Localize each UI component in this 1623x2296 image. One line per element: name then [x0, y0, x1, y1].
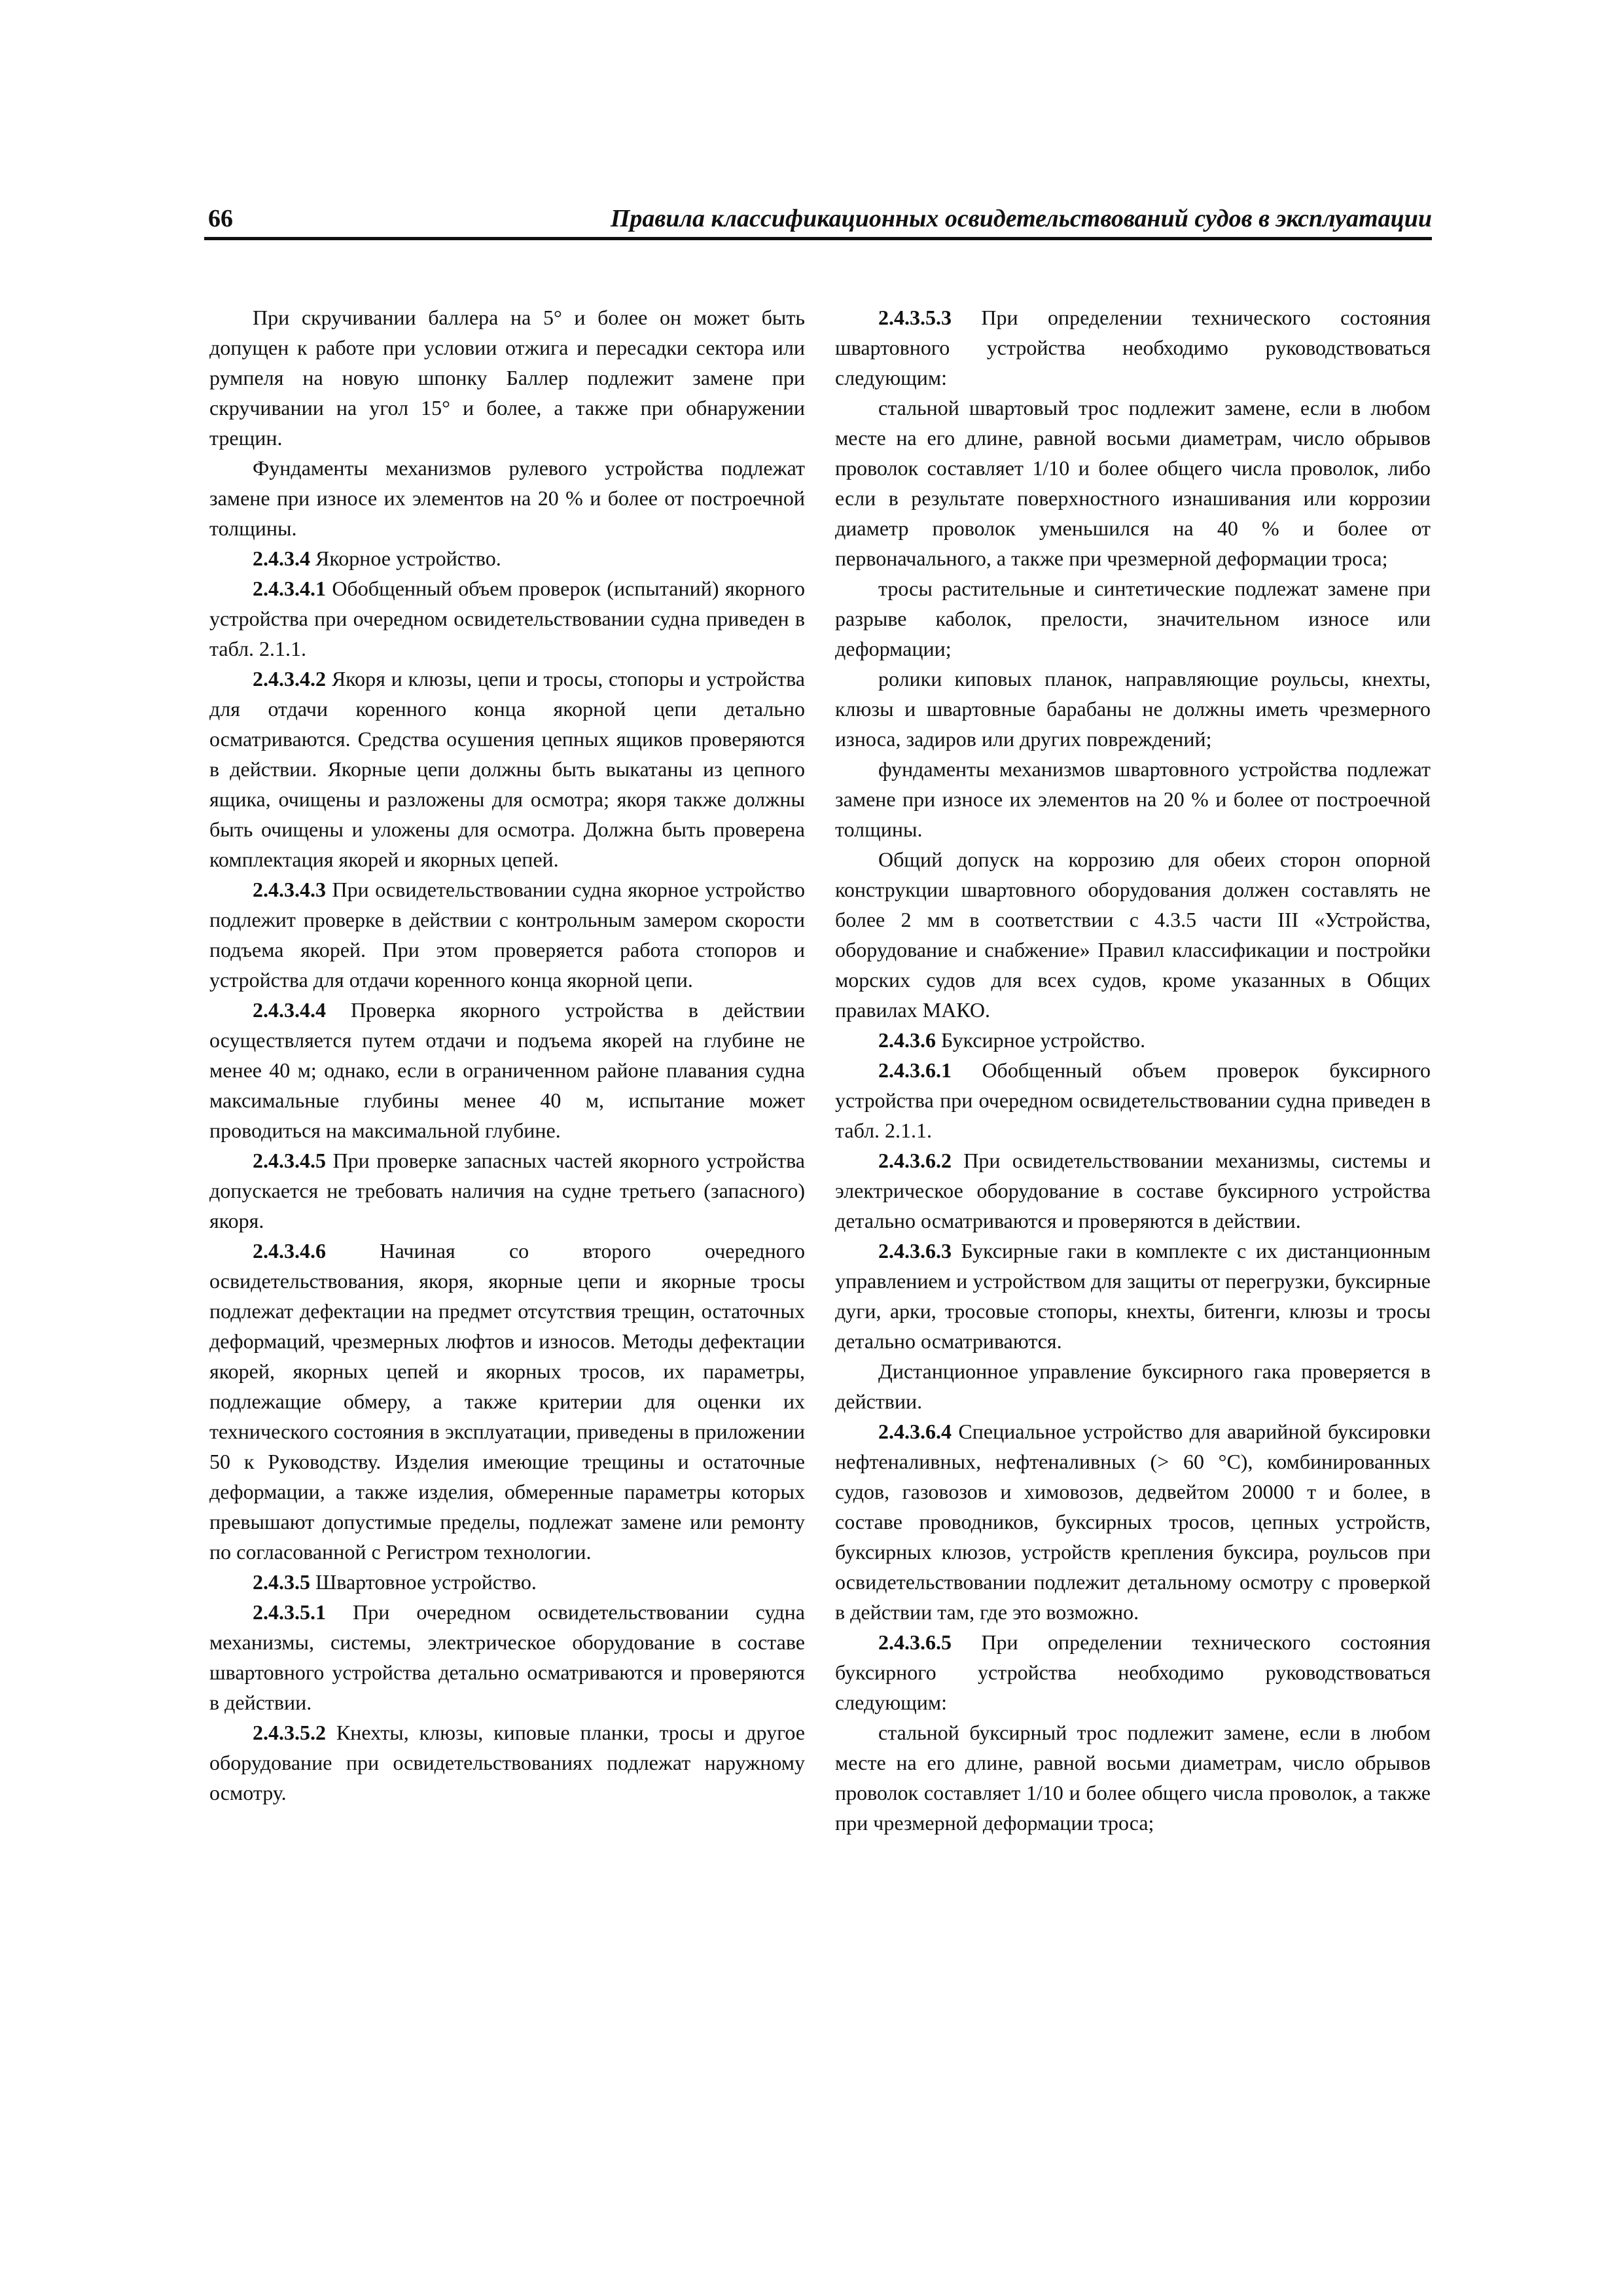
section-number: 2.4.3.4.1 [253, 577, 326, 600]
paragraph [209, 1236, 805, 1567]
section-number: 2.4.3.4 [253, 547, 310, 570]
paragraph [209, 543, 805, 573]
paragraph-text: Буксирные гаки в комплекте с их дистанционным управлением и устройством для защиты от перегрузки, буксирные дуги, арки, тросовые стопоры, кнехты, битенги, клюзы и тросы детально осматриваются. [835, 1239, 1431, 1353]
paragraph-text: ролики киповых планок, направляющие роульсы, кнехты, клюзы и швартовные барабаны не должны иметь чрезмерного износа, задиров или других повреждений; [835, 667, 1431, 751]
paragraph-text: стальной буксирный трос подлежит замене, если в любом месте на его длине, равной восьми диаметрам, число обрывов проволок составляет 1/10 и более общего числа проволок, а также при чрезмерной деформации троса; [835, 1721, 1431, 1835]
page-header [204, 196, 1432, 240]
paragraph-text: Кнехты, клюзы, киповые планки, тросы и другое оборудование при освидетельствованиях подлежат наружному осмотру. [209, 1721, 805, 1804]
running-title: Правила классификационных освидетельствований судов в эксплуатации [610, 205, 1432, 232]
paragraph-text: Начиная со второго очередного освидетельствования, якоря, якорные цепи и якорные тросы подлежат дефектации на предмет отсутствия трещин, остаточных деформаций, чрезмерных люфтов и износов. Методы дефектации якорей, якорных цепей и якорных тросов, их параметры, подлежащие обмеру, а также критерии для оценки их технического состояния в эксплуатации, приведены в приложении 50 к Руководству. Изделия имеющие трещины и остаточные деформации, а также изделия, обмеренные параметры которых превышают допустимые пределы, подлежат замене или ремонту по согласованной с Регистром технологии. [209, 1239, 805, 1564]
paragraph-text: Обобщенный объем проверок буксирного устройства при очередном освидетельствовании судна приведен в табл. 2.1.1. [835, 1058, 1431, 1142]
paragraph-text: Дистанционное управление буксирного гака проверяется в действии. [835, 1359, 1431, 1413]
section-number: 2.4.3.6.4 [878, 1420, 952, 1443]
paragraph-text: При скручивании баллера на 5° и более он может быть допущен к работе при условии отжига и пересадки сектора или румпеля на новую шпонку Баллер подлежит замене при скручивании на угол 15° и более, а также при обнаружении трещин. [209, 306, 805, 450]
paragraph-text: Якоря и клюзы, цепи и тросы, стопоры и устройства для отдачи коренного конца якорной цепи детально осматриваются. Средства осушения цепных ящиков проверяются в действии. Якорные цепи должны быть выкатаны из цепного ящика, очищены и разложены для осмотра; якоря также должны быть очищены и уложены для осмотра. Должна быть проверена комплектация якорей и якорных цепей. [209, 667, 805, 871]
section-number: 2.4.3.6.2 [878, 1149, 952, 1172]
paragraph [209, 874, 805, 995]
paragraph-text: Буксирное устройство. [941, 1028, 1146, 1052]
paragraph [209, 573, 805, 664]
paragraph-text: При определении технического состояния буксирного устройства необходимо руководствоваться следующим: [835, 1630, 1431, 1714]
paragraph [209, 1717, 805, 1808]
paragraph-text: При определении технического состояния швартовного устройства необходимо руководствоваться следующим: [835, 306, 1431, 389]
paragraph [835, 1236, 1431, 1356]
paragraph-text: Швартовное устройство. [315, 1570, 537, 1594]
section-number: 2.4.3.5.3 [878, 306, 952, 329]
section-number: 2.4.3.6.3 [878, 1239, 952, 1263]
left-column [209, 302, 805, 1808]
paragraph [835, 664, 1431, 754]
paragraph-text: Якорное устройство. [315, 547, 501, 570]
section-number: 2.4.3.6 [878, 1028, 936, 1052]
paragraph [209, 1145, 805, 1236]
paragraph [835, 754, 1431, 844]
paragraph [209, 453, 805, 543]
paragraph-text: При освидетельствовании судна якорное устройство подлежит проверке в действии с контрольным замером скорости подъема якорей. При этом проверяется работа стопоров и устройства для отдачи коренного конца якорной цепи. [209, 878, 806, 992]
paragraph-text: Обобщенный объем проверок (испытаний) якорного устройства при очередном освидетельствовании судна приведен в табл. 2.1.1. [209, 577, 806, 660]
paragraph-text: При очередном освидетельствовании судна механизмы, системы, электрическое оборудование в составе швартовного устройства детально осматриваются и проверяются в действии. [209, 1600, 806, 1714]
section-number: 2.4.3.5.1 [253, 1600, 326, 1624]
paragraph [835, 573, 1431, 664]
section-number: 2.4.3.4.3 [253, 878, 326, 901]
paragraph-text: При проверке запасных частей якорного устройства допускается не требовать наличия на судне третьего (запасного) якоря. [209, 1149, 806, 1232]
page-number: 66 [208, 205, 233, 232]
section-number: 2.4.3.4.4 [253, 998, 326, 1022]
paragraph-text: Проверка якорного устройства в действии осуществляется путем отдачи и подъема якорей на глубине не менее 40 м; однако, если в ограниченном районе плавания судна максимальные глубины менее 40 м, испытание может проводиться на максимальной глубине. [209, 998, 806, 1142]
paragraph-text: Специальное устройство для аварийной буксировки нефтеналивных, нефтеналивных (> 60 °С), комбинированных судов, газовозов и химовозов, дедвейтом 20000 т и более, в составе проводников, буксирных тросов, цепных устройств, буксирных клюзов, устройств крепления буксира, роульсов при освидетельствовании подлежит детальному осмотру с проверкой в действии там, где это возможно. [835, 1420, 1431, 1624]
section-number: 2.4.3.5 [253, 1570, 310, 1594]
paragraph [835, 1627, 1431, 1717]
section-number: 2.4.3.4.2 [253, 667, 326, 691]
section-number: 2.4.3.5.2 [253, 1721, 326, 1744]
paragraph-text: Фундаменты механизмов рулевого устройства подлежат замене при износе их элементов на 20 % и более от построечной толщины. [209, 456, 805, 540]
paragraph-text: тросы растительные и синтетические подлежат замене при разрыве каболок, прелости, значительном износе или деформации; [835, 577, 1431, 660]
paragraph [209, 995, 805, 1145]
paragraph [209, 302, 805, 453]
paragraph [835, 1416, 1431, 1627]
paragraph [209, 1597, 805, 1717]
paragraph-text: При освидетельствовании механизмы, системы и электрическое оборудование в составе буксирного устройства детально осматриваются и проверяются в действии. [835, 1149, 1431, 1232]
section-number: 2.4.3.6.5 [878, 1630, 952, 1654]
paragraph [835, 1055, 1431, 1145]
paragraph [835, 1025, 1431, 1055]
section-number: 2.4.3.4.5 [253, 1149, 326, 1172]
paragraph [835, 1356, 1431, 1416]
paragraph [835, 1145, 1431, 1236]
paragraph [209, 664, 805, 874]
paragraph-text: Общий допуск на коррозию для обеих сторон опорной конструкции швартовного оборудования должен составлять не более 2 мм в соответствии с 4.3.5 части III «Устройства, оборудование и снабжение» Правил классификации и постройки морских судов для всех судов, кроме указанных в Общих правилах МАКО. [835, 848, 1431, 1022]
paragraph-text: стальной швартовый трос подлежит замене, если в любом месте на его длине, равной восьми диаметрам, число обрывов проволок составляет 1/10 и более общего числа проволок, либо если в результате поверхностного изнашивания или коррозии диаметр проволок уменьшился на 40 % и более от первоначального, а также при чрезмерной деформации троса; [835, 396, 1431, 570]
paragraph [835, 844, 1431, 1025]
paragraph [835, 393, 1431, 573]
section-number: 2.4.3.4.6 [253, 1239, 326, 1263]
paragraph [835, 1717, 1431, 1838]
paragraph [209, 1567, 805, 1597]
paragraph [835, 302, 1431, 393]
section-number: 2.4.3.6.1 [878, 1058, 952, 1082]
right-column [835, 302, 1431, 1838]
paragraph-text: фундаменты механизмов швартовного устройства подлежат замене при износе их элементов на 20 % и более от построечной толщины. [835, 757, 1431, 841]
